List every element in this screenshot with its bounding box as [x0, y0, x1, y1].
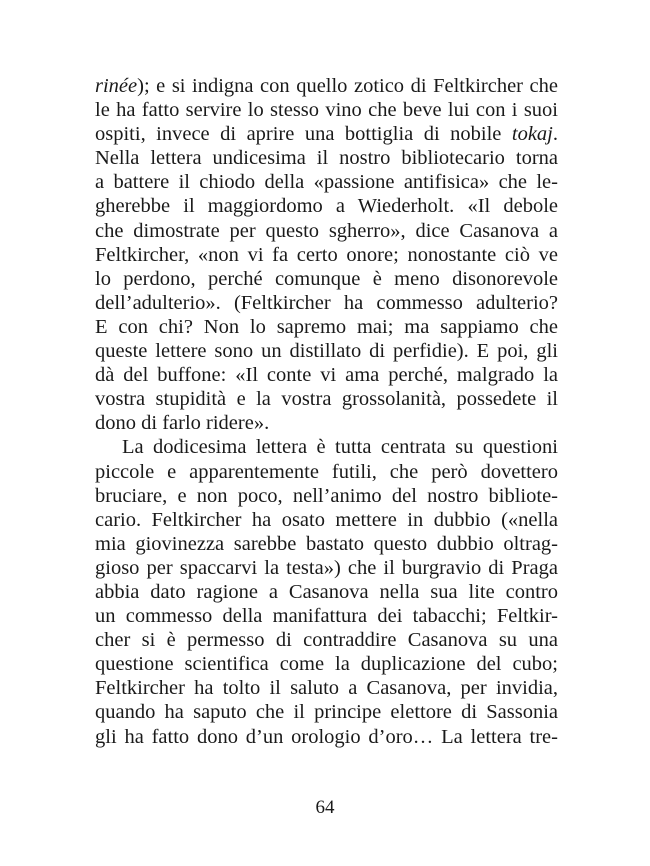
paragraph-2 — [95, 435, 558, 748]
text-line — [95, 580, 558, 604]
text-span: Feltkircher ha tolto il saluto a Casanova, per invidia, — [95, 677, 558, 700]
text-line — [95, 74, 558, 98]
paragraph-1 — [95, 74, 558, 435]
text-span: un commesso della manifattura dei tabacchi; Feltkir- — [95, 605, 558, 628]
text-line — [95, 363, 558, 387]
text-line — [95, 146, 558, 170]
text-line — [95, 556, 558, 580]
text-span: cario. Feltkircher ha osato mettere in dubbio («nella — [95, 508, 558, 531]
text-line — [95, 676, 558, 700]
page-number: 64 — [315, 797, 335, 818]
text-line — [95, 411, 558, 435]
text-span: Nella lettera undicesima il nostro bibliotecario torna — [95, 147, 558, 170]
page-body — [95, 74, 558, 749]
text-span: gioso per spaccarvi la testa») che il burgravio di Praga — [95, 556, 558, 579]
text-line — [95, 315, 558, 339]
text-line — [95, 484, 558, 508]
text-span: cher si è permesso di contraddire Casanova su una — [95, 629, 558, 652]
text-span: vostra stupidità e la vostra grossolanità, possedete il — [95, 388, 558, 411]
text-span: che dimostrate per questo sgherro», dice Casanova a — [95, 219, 558, 242]
text-line — [95, 387, 558, 411]
text-span-italic: rinée — [95, 75, 138, 97]
text-span: E con chi? Non lo sapremo mai; ma sappiamo che — [95, 315, 558, 338]
text-line — [95, 194, 558, 218]
text-line — [95, 243, 558, 267]
text-span: lo perdono, perché comunque è meno disonorevole — [95, 267, 558, 290]
text-line — [95, 339, 558, 363]
text-line — [95, 219, 558, 243]
text-span: questione scientifica come la duplicazione del cubo; — [95, 653, 558, 676]
text-line — [95, 652, 558, 676]
text-line — [95, 291, 558, 315]
text-line — [95, 170, 558, 194]
text-span: dono di farlo ridere». — [95, 412, 270, 435]
text-line — [95, 435, 558, 459]
text-line — [95, 532, 558, 556]
text-line — [95, 267, 558, 291]
text-span: mia giovinezza sarebbe bastato questo dubbio oltrag- — [95, 532, 558, 555]
text-span: quando ha saputo che il principe elettore di Sassonia — [95, 701, 558, 724]
text-line — [95, 98, 558, 122]
text-span: abbia dato ragione a Casanova nella sua lite contro — [95, 580, 558, 603]
text-span: a battere il chiodo della «passione antifisica» che le- — [95, 171, 558, 194]
text-span: Feltkircher, «non vi fa certo onore; nonostante ciò ve — [95, 243, 558, 266]
text-span: le ha fatto servire lo stesso vino che beve lui con i suoi — [95, 99, 558, 122]
text-span: dell’adulterio». (Feltkircher ha commesso adulterio? — [95, 291, 558, 314]
text-span: gli ha fatto dono d’un orologio d’oro… La lettera tre- — [95, 725, 558, 748]
text-span: ospiti, invece di aprire una bottiglia di nobile — [95, 123, 512, 146]
text-line — [95, 700, 558, 724]
text-span: bruciare, e non poco, nell’animo del nostro bibliote- — [95, 484, 558, 507]
text-span: dà del buffone: «Il conte vi ama perché, malgrado la — [95, 364, 558, 387]
text-line — [95, 460, 558, 484]
text-line — [95, 628, 558, 652]
text-span: ); e si indigna con quello zotico di Feltkircher che — [137, 75, 558, 97]
text-span: . — [552, 123, 558, 146]
text-line — [95, 725, 558, 749]
text-line — [95, 508, 558, 532]
text-span: gherebbe il maggiordomo a Wiederholt. «Il debole — [95, 195, 558, 218]
text-span: La dodicesima lettera è tutta centrata su questioni — [122, 436, 558, 459]
text-span-italic: tokaj — [511, 123, 553, 146]
text-span: piccole e apparentemente futili, che però dovettero — [95, 460, 558, 483]
text-line — [95, 604, 558, 628]
text-span: queste lettere sono un distillato di perfidie). E poi, gli — [95, 340, 558, 363]
text-line — [95, 122, 558, 146]
